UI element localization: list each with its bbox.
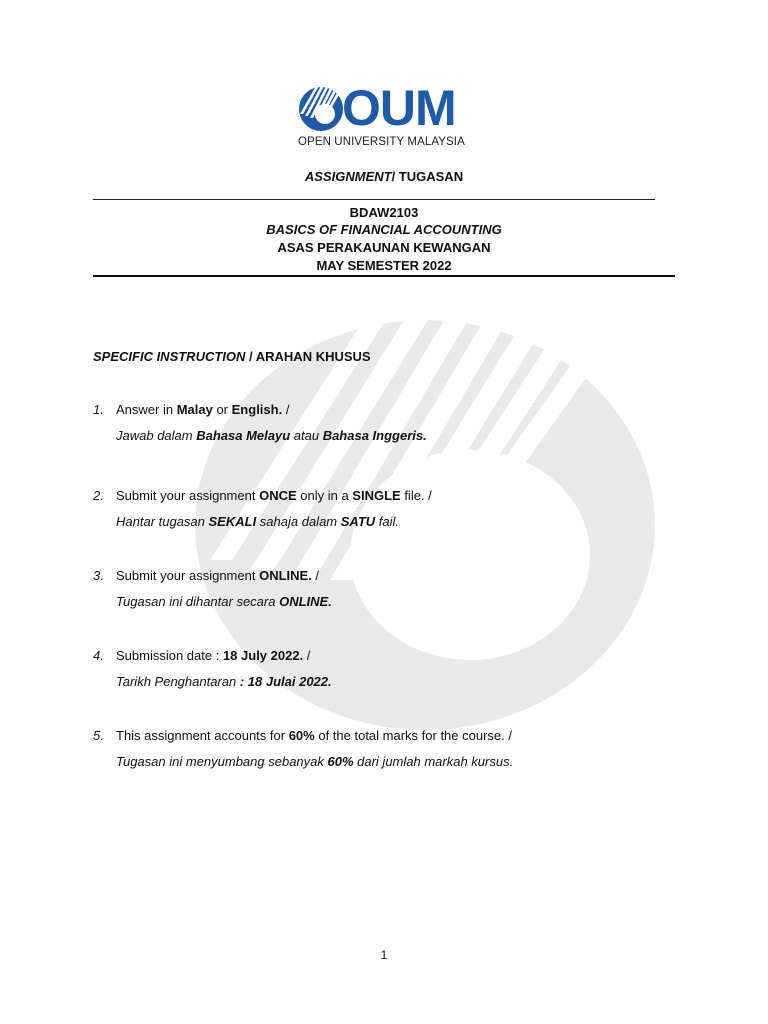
emphasis-text: 60% [327, 754, 354, 769]
text-run: Answer in [116, 402, 177, 417]
instruction-number: 4. [93, 648, 104, 663]
text-run: Jawab dalam [116, 428, 197, 443]
header-divider [93, 275, 675, 277]
title-divider [93, 199, 655, 200]
instruction-malay [116, 594, 332, 609]
instruction-number: 1. [93, 402, 104, 417]
emphasis-text: ONLINE. [279, 594, 332, 609]
instructions-heading [93, 349, 371, 364]
instruction-malay [116, 514, 399, 529]
instructions-heading-english: SPECIFIC INSTRUCTION [93, 349, 246, 364]
emphasis-text: ONLINE. [259, 568, 312, 583]
emphasis-text: English. [231, 402, 283, 417]
document-title [0, 169, 768, 184]
text-run: Tugasan ini menyumbang sebanyak [116, 754, 328, 769]
instruction-malay [116, 754, 513, 769]
text-run: Tugasan ini dihantar secara [116, 594, 280, 609]
emphasis-text: : 18 Julai 2022. [239, 674, 332, 689]
text-run: fail. [375, 514, 400, 529]
instruction-english [116, 728, 512, 743]
emphasis-text: Bahasa Melayu [196, 428, 291, 443]
instruction-number: 3. [93, 568, 104, 583]
instructions-heading-malay: / ARAHAN KHUSUS [245, 349, 371, 364]
course-code: BDAW2103 [349, 205, 419, 220]
instruction-english [116, 488, 432, 503]
title-english: ASSIGNMENT [304, 169, 392, 184]
emphasis-text: Bahasa Inggeris. [322, 428, 427, 443]
text-run: Submission date : [116, 648, 223, 663]
instruction-english [116, 568, 319, 583]
instruction-malay [116, 428, 427, 443]
instruction-number: 5. [93, 728, 104, 743]
text-run: Tarikh Penghantaran [116, 674, 240, 689]
text-run: only in a [296, 488, 353, 503]
emphasis-text: SINGLE [352, 488, 401, 503]
text-run: atau [290, 428, 323, 443]
text-run: sahaja dalam [256, 514, 341, 529]
text-run: or [212, 402, 232, 417]
oum-logo-wordmark: OUM [342, 80, 456, 136]
text-run: Hantar tugasan [116, 514, 209, 529]
oum-logo-subtitle: OPEN UNIVERSITY MALAYSIA [298, 136, 465, 148]
instruction-malay [116, 674, 332, 689]
semester: MAY SEMESTER 2022 [316, 258, 452, 273]
text-run: dari jumlah markah kursus. [353, 754, 514, 769]
text-run: Submit your assignment [116, 568, 260, 583]
text-run: of the total marks for the course. / [314, 728, 512, 743]
text-run: file. / [400, 488, 432, 503]
oum-emblem-icon [298, 86, 344, 132]
emphasis-text: SEKALI [208, 514, 257, 529]
course-name-english: BASICS OF FINANCIAL ACCOUNTING [266, 222, 502, 237]
text-run: This assignment accounts for [116, 728, 289, 743]
emphasis-text: Malay [176, 402, 213, 417]
title-malay: / TUGASAN [391, 169, 464, 184]
course-name-malay: ASAS PERAKAUNAN KEWANGAN [277, 240, 491, 255]
instruction-english [116, 402, 289, 417]
text-run: / [303, 648, 311, 663]
text-run: Submit your assignment [116, 488, 260, 503]
text-run: / [282, 402, 290, 417]
emphasis-text: 60% [288, 728, 315, 743]
instruction-english [116, 648, 310, 663]
emphasis-text: ONCE [259, 488, 297, 503]
text-run: / [311, 568, 320, 583]
emphasis-text: SATU [340, 514, 376, 529]
page-number: 1 [380, 948, 388, 962]
oum-logo [298, 80, 472, 152]
emphasis-text: 18 July 2022. [222, 648, 304, 663]
instruction-number: 2. [93, 488, 104, 503]
